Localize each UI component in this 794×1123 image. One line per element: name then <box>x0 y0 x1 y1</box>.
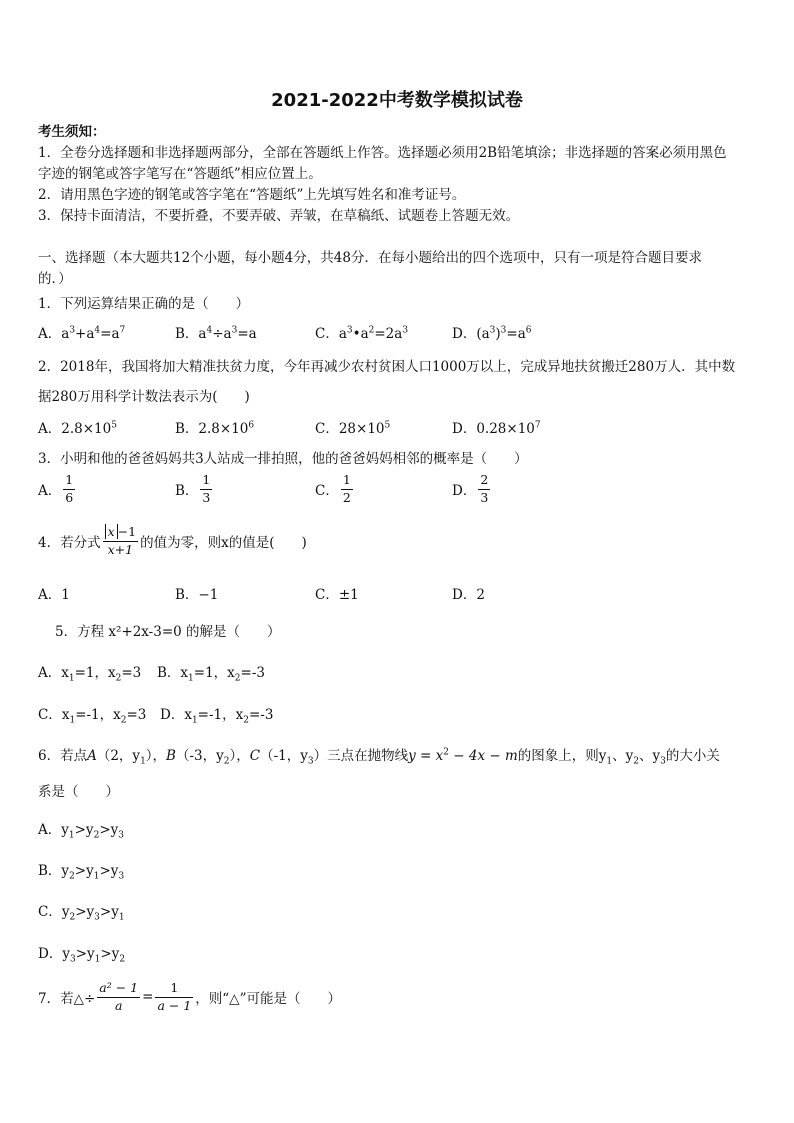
question-2-option-a: A．$2.8\times 10^5$ <box>38 420 117 437</box>
question-3-stem: 3．小明和他的爸爸妈妈共3人站成一排拍照，他的爸爸妈妈相邻的概率是（ ） <box>38 451 528 467</box>
question-1-option-d: D．$(a^3)^3=a^6$ <box>452 325 532 342</box>
question-3-option-c: C． $\frac{1}{2}$ <box>315 472 351 505</box>
question-1-option-b: B．$a^4\div a^3=a$ <box>175 325 257 342</box>
question-5-option-a: A．$x_1=1$，$x_2=3$ <box>38 665 142 684</box>
question-6-option-b: B．$y_2>y_1>y_3$ <box>38 863 125 882</box>
question-2-option-d: D．$0.28\times 10^7$ <box>452 420 541 437</box>
question-4-stem: 4．若分式 $\frac{x -1}{x+1}$ 的值为零，则x的值是( ) <box>38 524 307 557</box>
section-heading-line-2: 的．） <box>38 271 72 287</box>
question-4-option-d: D．2 <box>452 587 485 603</box>
question-6-option-c: C．$y_2>y_3>y_1$ <box>38 904 125 923</box>
question-2-line-2: 据280万用科学计数法表示为( ) <box>38 389 250 405</box>
question-2-option-c: C．$28\times 10^5$ <box>315 420 391 437</box>
question-2-option-b: B．$2.8\times 10^6$ <box>175 420 255 437</box>
question-5-option-c: C．$x_1=-1$，$x_2=3$ <box>38 707 147 726</box>
question-3-option-b: B． $\frac{1}{3}$ <box>175 472 211 505</box>
question-7-stem: 7．若△÷ $\frac{\text{a² − 1}}{a}$ = $\frac{1}{a - 1}$ ，则“△”可能是（ ） <box>38 980 341 1013</box>
question-4-option-c: C．±1 <box>315 587 359 603</box>
question-6-option-a: A．$y_1>y_2>y_3$ <box>38 822 124 841</box>
question-1-option-c: C．$a^3•a^2=2a^3$ <box>315 325 409 342</box>
question-1-option-a: A．$a^3+a^4=a^7$ <box>38 325 126 342</box>
question-4-option-b: B．−1 <box>175 587 219 603</box>
question-6-line-1: 6．若点A（2，$y_1$），B（-3，$y_2$），C（-1，$y_3$）三点在抛物线$y = x^2 - 4x - m$的图象上，则$y_1$、$y_2$、$y_3$的大小关 <box>38 747 720 767</box>
question-6-line-2: 系是（ ） <box>38 784 119 800</box>
question-5-stem: 5．方程 x²+2x-3=0 的解是（ ） <box>55 624 281 640</box>
question-3-option-d: D． $\frac{2}{3}$ <box>452 472 489 505</box>
question-2-line-1: 2．2018年，我国将加大精准扶贫力度，今年再减少农村贫困人口1000万以上，完成异地扶贫搬迁280万人．其中数 <box>38 359 736 375</box>
question-4-option-a: A．1 <box>38 587 70 603</box>
notice-line-1: 1．全卷分选择题和非选择题两部分，全部在答题纸上作答。选择题必须用2B铅笔填涂；非选择题的答案必须用黑色 <box>38 145 727 161</box>
notice-line-3: 2．请用黑色字迹的钢笔或答字笔在“答题纸”上先填写姓名和准考证号。 <box>38 187 466 203</box>
notice-line-2: 字迹的钢笔或答字笔写在“答题纸”相应位置上。 <box>38 166 322 182</box>
question-3-option-a: A． $\frac{1}{6}$ <box>38 472 74 505</box>
section-heading-line-1: 一、选择题（本大题共12个小题，每小题4分，共48分．在每小题给出的四个选项中，只有一项是符合题目要求 <box>38 250 702 266</box>
question-5-option-d: D．$x_1=-1$，$x_2=-3$ <box>160 707 274 726</box>
notice-line-4: 3．保持卡面清洁，不要折叠，不要弄破、弄皱，在草稿纸、试题卷上答题无效。 <box>38 208 520 224</box>
notice-heading: 考生须知： <box>38 124 106 140</box>
page-title: 2021-2022中考数学模拟试卷 <box>271 90 523 111</box>
question-6-option-d: D．$y_3>y_1>y_2$ <box>38 946 126 965</box>
question-5-option-b: B．$x_1=1$，$x_2=-3$ <box>157 665 265 684</box>
question-1-stem: 1．下列运算结果正确的是（ ） <box>38 296 250 312</box>
